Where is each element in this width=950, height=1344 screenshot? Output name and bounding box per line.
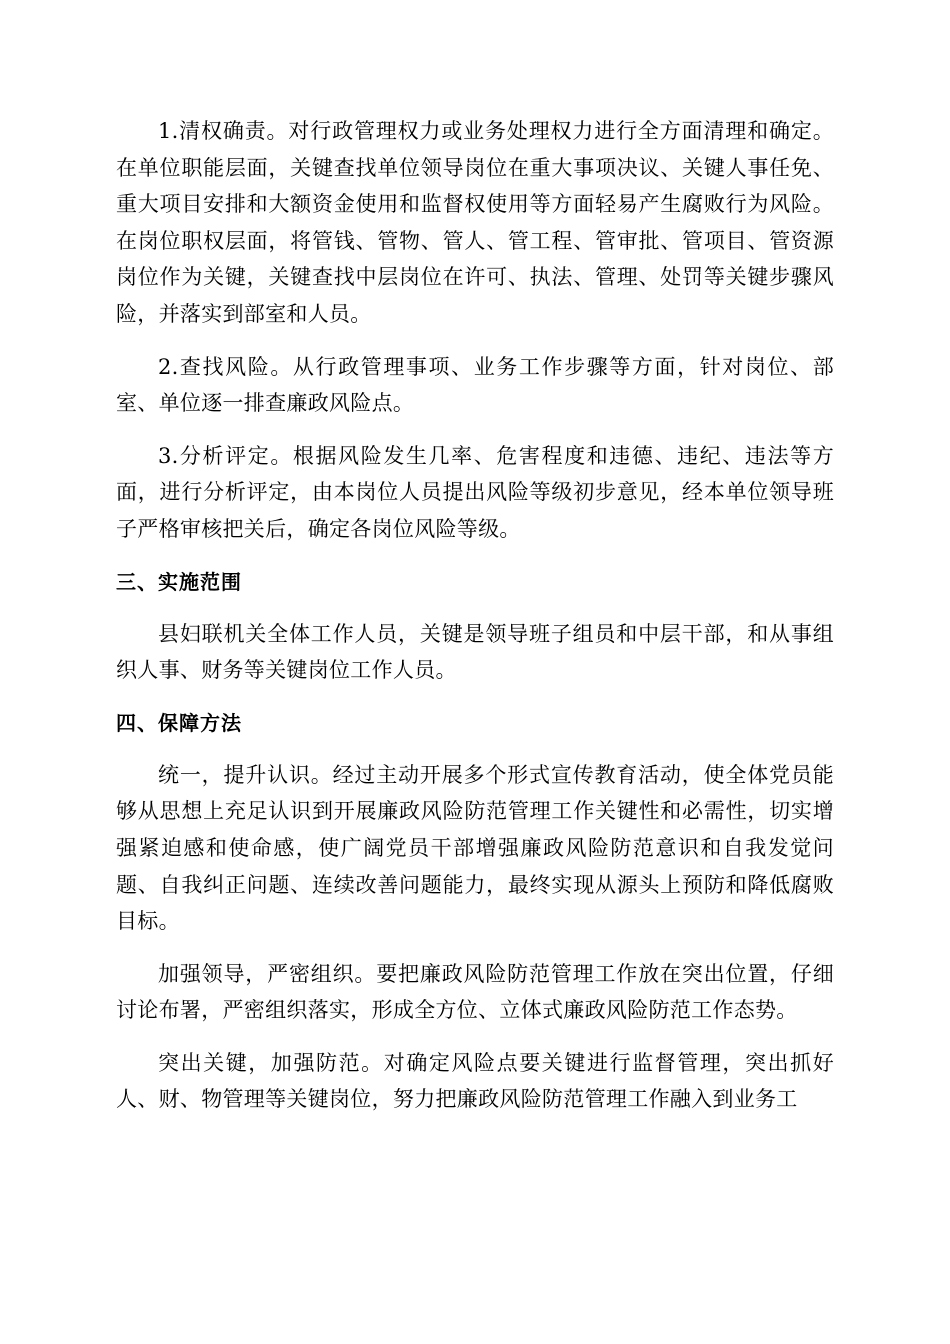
paragraph-clarify-rights: 1.清权确责。对行政管理权力或业务处理权力进行全方面清理和确定。在单位职能层面，关键查找单位领导岗位在重大事项决议、关键人事任免、重大项目安排和大额资金使用和监督权使用等方面轻易产生腐败行为风险。在岗位职权层面，将管钱、管物、管人、管工程、管审批、管项目、管资源岗位作为关键，关键查找中层岗位在许可、执法、管理、处罚等关键步骤风险，并落实到部室和人员。 (116, 119, 834, 326)
paragraph-find-risks: 2.查找风险。从行政管理事项、业务工作步骤等方面，针对岗位、部室、单位逐一排查廉政风险点。 (116, 354, 834, 416)
section-heading-scope: 三、实施范围 (116, 569, 242, 594)
paragraph-key-prevention: 突出关键，加强防范。对确定风险点要关键进行监督管理，突出抓好人、财、物管理等关键岗位，努力把廉政风险防范管理工作融入到业务工 (116, 1050, 834, 1112)
document-body (116, 113, 834, 1134)
paragraph-raise-awareness: 统一，提升认识。经过主动开展多个形式宣传教育活动，使全体党员能够从思想上充足认识到开展廉政风险防范管理工作关键性和必需性，切实增强紧迫感和使命感，使广阔党员干部增强廉政风险防范意识和自我发觉问题、自我纠正问题、连续改善问题能力，最终实现从源头上预防和降低腐败目标。 (116, 762, 834, 934)
paragraph-strengthen-leadership: 加强领导，严密组织。要把廉政风险防范管理工作放在突出位置，仔细讨论布署，严密组织落实，形成全方位、立体式廉政风险防范工作态势。 (116, 961, 834, 1023)
paragraph-analyze-assess: 3.分析评定。根据风险发生几率、危害程度和违德、违纪、违法等方面，进行分析评定，由本岗位人员提出风险等级初步意见，经本单位领导班子严格审核把关后，确定各岗位风险等级。 (116, 443, 834, 541)
section-heading-measures: 四、保障方法 (116, 710, 242, 735)
paragraph-scope: 县妇联机关全体工作人员，关键是领导班子组员和中层干部，和从事组织人事、财务等关键岗位工作人员。 (116, 621, 834, 683)
